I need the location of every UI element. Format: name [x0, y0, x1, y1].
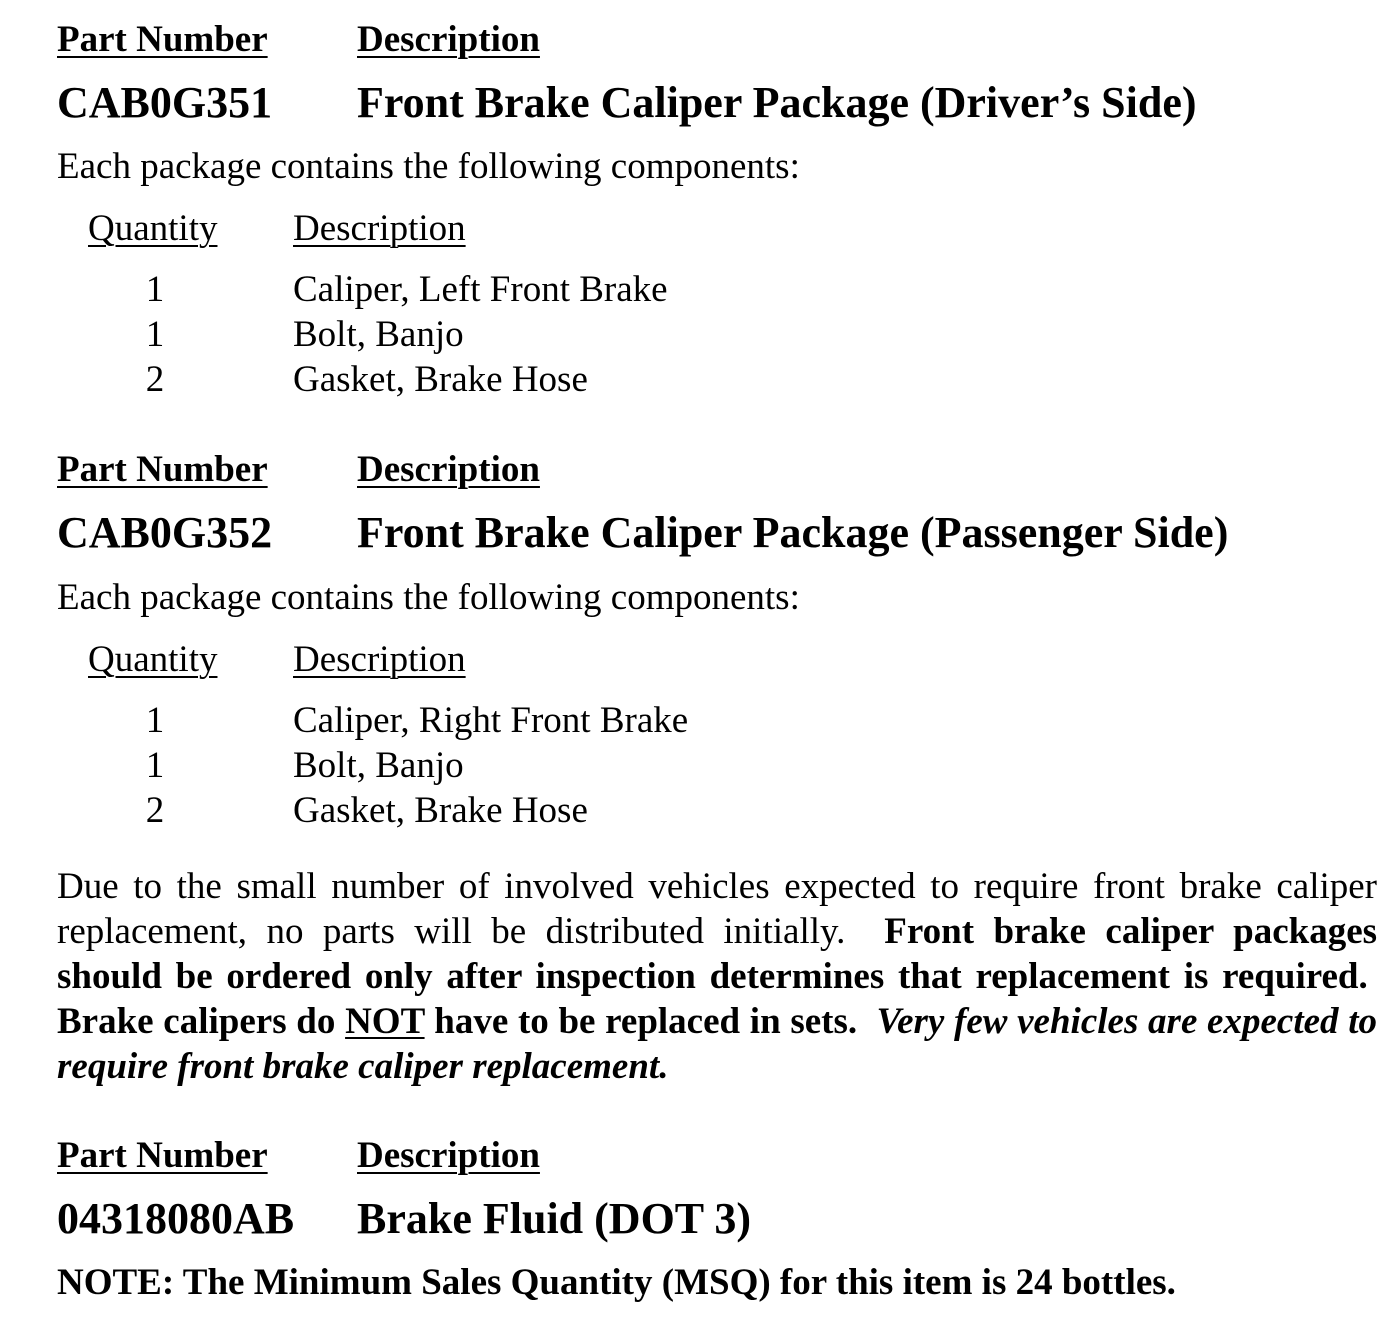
part-description-1: Front Brake Caliper Package (Driver’s Side) — [357, 78, 1197, 127]
part-number-header-2: Part Number — [57, 449, 268, 490]
msq-note: NOTE: The Minimum Sales Quantity (MSQ) for this item is 24 bottles. — [57, 1262, 1176, 1303]
component-qty: 1 — [145, 745, 165, 786]
paragraph-bold-text: Front brake caliper packages should be ordered only after inspection determines that replacement is required. Brake calipers do — [57, 911, 1378, 1042]
part-number-header-3: Part Number — [57, 1135, 268, 1176]
paragraph-not-emphasis: NOT — [345, 1001, 425, 1042]
component-desc: Gasket, Brake Hose — [293, 790, 588, 831]
part-description-2: Front Brake Caliper Package (Passenger Side) — [357, 508, 1229, 557]
quantity-header-2: Quantity — [88, 639, 218, 680]
component-desc: Gasket, Brake Hose — [293, 359, 588, 400]
description-header-2: Description — [357, 449, 540, 490]
component-qty: 1 — [145, 269, 165, 310]
paragraph-bold-text-2: have to be replaced in sets. — [424, 1001, 877, 1042]
part-number-header-1: Part Number — [57, 19, 268, 60]
part-number-2: CAB0G352 — [57, 508, 273, 557]
quantity-header-1: Quantity — [88, 208, 218, 249]
part-number-3: 04318080AB — [57, 1194, 295, 1243]
package-intro-2: Each package contains the following components: — [57, 577, 800, 618]
component-qty: 1 — [145, 700, 165, 741]
description-header-1: Description — [357, 19, 540, 60]
component-qty: 2 — [145, 359, 165, 400]
ordering-instructions-paragraph — [57, 864, 1377, 1089]
component-desc: Caliper, Right Front Brake — [293, 700, 689, 741]
paragraph-italic-note: Very few vehicles are expected to require front brake caliper replacement. — [57, 1001, 1377, 1087]
package-intro-1: Each package contains the following components: — [57, 146, 800, 187]
component-qty: 2 — [145, 790, 165, 831]
part-number-1: CAB0G351 — [57, 78, 273, 127]
component-description-header-2: Description — [293, 639, 466, 680]
component-desc: Caliper, Left Front Brake — [293, 269, 668, 310]
component-desc: Bolt, Banjo — [293, 314, 464, 355]
component-desc: Bolt, Banjo — [293, 745, 464, 786]
part-description-3: Brake Fluid (DOT 3) — [357, 1194, 752, 1243]
component-description-header-1: Description — [293, 208, 466, 249]
description-header-3: Description — [357, 1135, 540, 1176]
paragraph-plain-text: Due to the small number of involved vehicles expected to require front brake caliper replacement, no parts will be distributed initially. — [57, 866, 1377, 952]
component-qty: 1 — [145, 314, 165, 355]
